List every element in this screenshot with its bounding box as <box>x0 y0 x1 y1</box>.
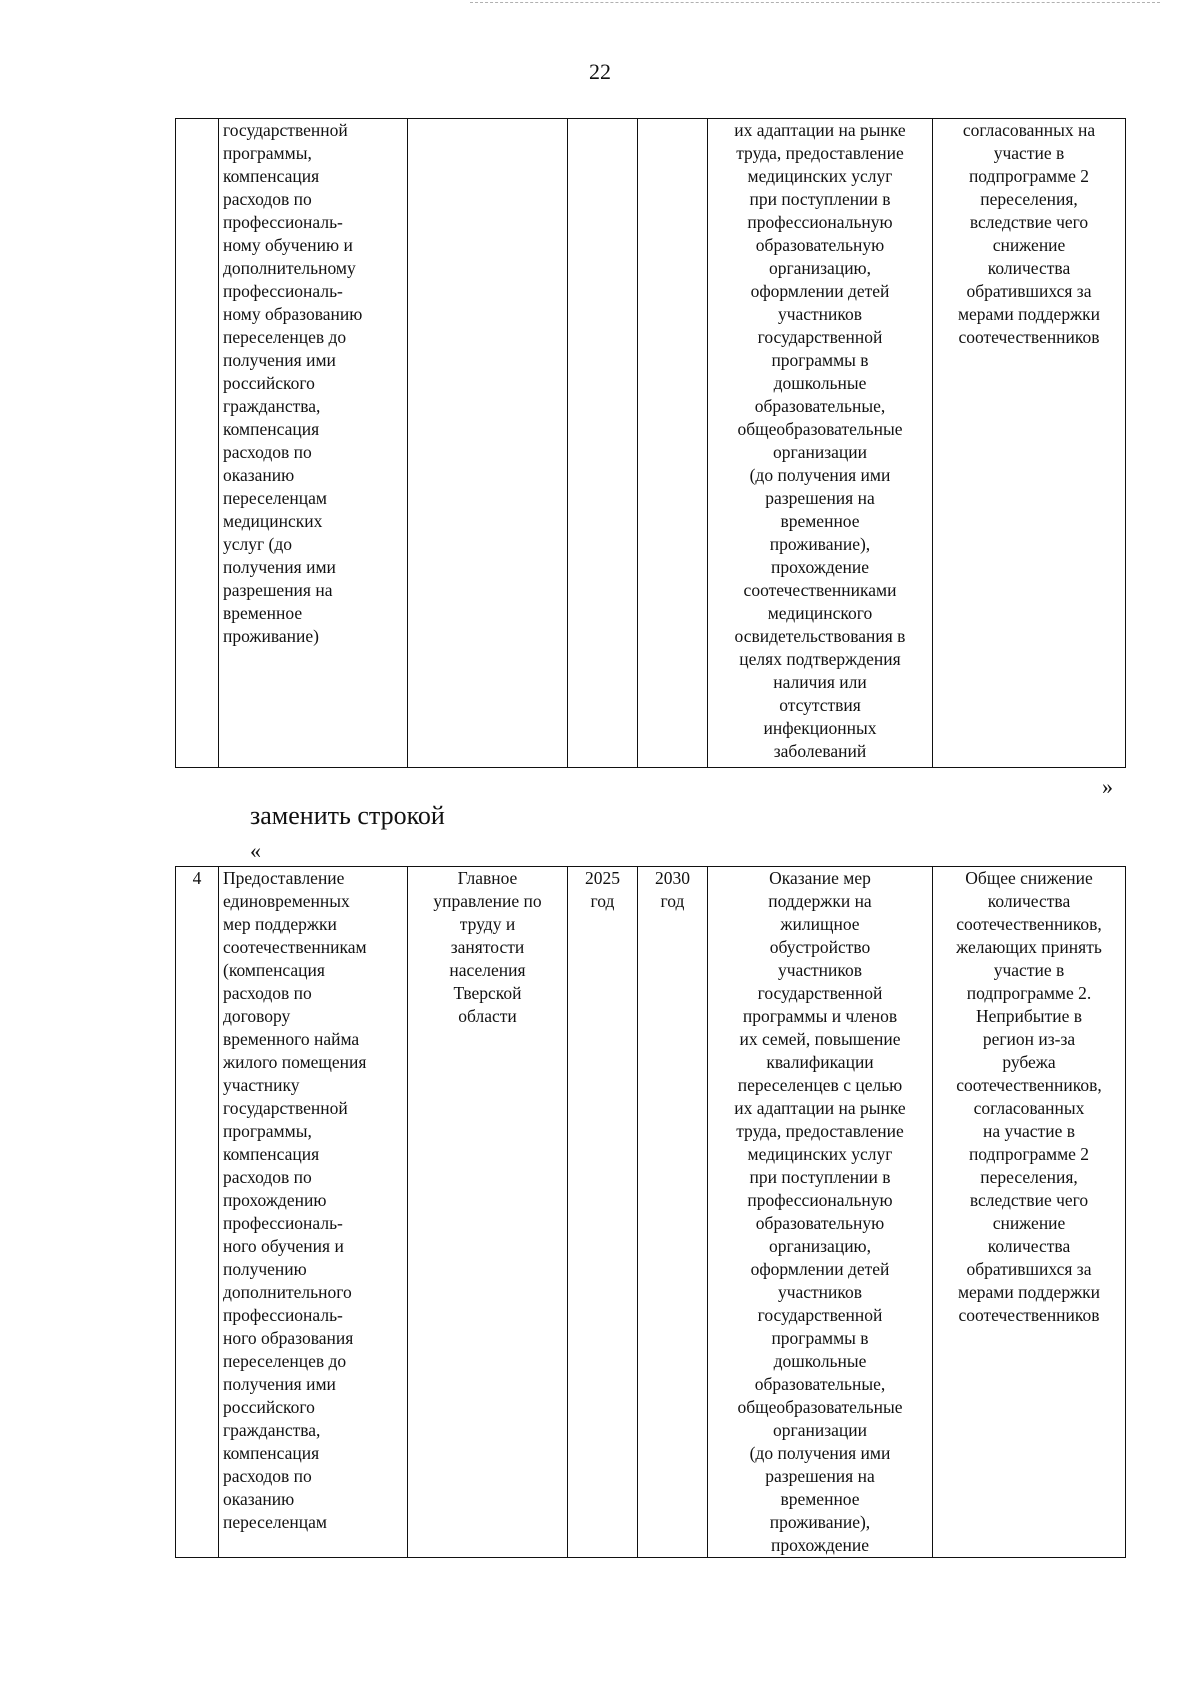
cell-line: дошкольные <box>773 373 867 393</box>
cell-line: соотечественников <box>958 1305 1100 1325</box>
cell-line: расходов по <box>223 983 312 1003</box>
cell-line: их семей, повышение <box>739 1029 901 1049</box>
replacement-table-row <box>175 866 1126 1558</box>
cell-activity-name <box>219 867 408 1558</box>
cell-line: Тверской <box>453 983 522 1003</box>
cell-line: (компенсация <box>223 960 325 980</box>
closing-quote-mark: » <box>1102 774 1113 799</box>
cell-line: государственной <box>757 327 883 347</box>
cell-line: переселения, <box>980 189 1078 209</box>
table-row <box>176 119 1126 768</box>
cell-line: гражданства, <box>223 1420 321 1440</box>
cell-line: прохождению <box>223 1190 327 1210</box>
cell-line: общеобразовательные <box>737 1397 903 1417</box>
cell-line: области <box>458 1006 517 1026</box>
cell-line: соотечественникам <box>223 937 367 957</box>
cell-line: переселенцев с целью <box>737 1075 903 1095</box>
cell-line: компенсация <box>223 166 320 186</box>
cell-line: Предоставление <box>223 868 345 888</box>
cell-line: услуг (до <box>223 534 293 554</box>
cell-line: расходов по <box>223 1167 312 1187</box>
cell-line: получения ими <box>223 1374 336 1394</box>
cell-line: год <box>590 891 615 911</box>
scan-top-rule <box>470 2 1160 3</box>
cell-line: участников <box>777 304 863 324</box>
cell-line: снижение <box>992 1213 1066 1233</box>
cell-line: переселенцев до <box>223 327 347 347</box>
cell-line: образовательную <box>755 235 885 255</box>
cell-line: компенсация <box>223 419 320 439</box>
cell-line: оказанию <box>223 465 295 485</box>
cell-line: переселенцам <box>223 488 327 508</box>
cell-line: 2030 <box>655 868 690 888</box>
cell-line: количества <box>987 1236 1071 1256</box>
cell-number <box>176 867 219 1558</box>
cell-line: наличия или <box>773 672 867 692</box>
table-row <box>176 867 1126 1558</box>
cell-line: снижение <box>992 235 1066 255</box>
cell-line: дополнительного <box>223 1282 352 1302</box>
cell-executor <box>408 119 568 768</box>
cell-line: обустройство <box>769 937 871 957</box>
cell-line: их адаптации на рынке <box>734 1098 906 1118</box>
cell-line: программы в <box>771 350 869 370</box>
cell-line: переселенцев до <box>223 1351 347 1371</box>
cell-line: целях подтверждения <box>739 649 901 669</box>
page-number: 22 <box>589 59 611 84</box>
cell-line: отсутствия <box>779 695 861 715</box>
cell-end-year <box>638 119 708 768</box>
cell-line: получению <box>223 1259 307 1279</box>
cell-line: поддержки на <box>768 891 872 911</box>
cell-line: программы в <box>771 1328 869 1348</box>
cell-line: населения <box>449 960 526 980</box>
cell-line: занятости <box>450 937 525 957</box>
cell-risks <box>933 119 1126 768</box>
cell-line: на участие в <box>982 1121 1075 1141</box>
cell-line: российского <box>223 1397 315 1417</box>
cell-line: их адаптации на рынке <box>734 120 906 140</box>
cell-line: медицинских услуг <box>747 166 893 186</box>
cell-line: проживание), <box>769 534 871 554</box>
cell-end-year <box>638 867 708 1558</box>
cell-line: временного найма <box>223 1029 360 1049</box>
cell-line: прохождение <box>770 557 870 577</box>
cell-line: единовременных <box>223 891 350 911</box>
cell-line: жилищное <box>780 914 860 934</box>
cell-line: квалификации <box>766 1052 874 1072</box>
continued-table-row <box>175 118 1126 768</box>
cell-line: разрешения на <box>765 488 875 508</box>
cell-line: инфекционных <box>763 718 877 738</box>
cell-line: организацию, <box>768 258 872 278</box>
cell-line: оформлении детей <box>750 281 890 301</box>
cell-line: участнику <box>223 1075 300 1095</box>
replace-with-row-heading: заменить строкой <box>250 801 445 830</box>
cell-line: медицинских услуг <box>747 1144 893 1164</box>
cell-line: переселения, <box>980 1167 1078 1187</box>
cell-line: подпрограмме 2 <box>968 1144 1090 1164</box>
cell-line: согласованных <box>973 1098 1085 1118</box>
cell-line: программы, <box>223 143 312 163</box>
cell-line: государственной <box>757 983 883 1003</box>
cell-line: государственной <box>223 120 348 140</box>
cell-start-year <box>568 119 638 768</box>
cell-line: (до получения ими <box>749 1443 891 1463</box>
cell-line: переселенцам <box>223 1512 327 1532</box>
cell-line: образовательные, <box>754 1374 886 1394</box>
cell-line: получения ими <box>223 350 336 370</box>
cell-line: Оказание мер <box>769 868 871 888</box>
cell-line: количества <box>987 258 1071 278</box>
cell-line: профессиональ- <box>223 1213 343 1233</box>
cell-line: регион из-за <box>982 1029 1076 1049</box>
cell-risks <box>933 867 1126 1558</box>
cell-line: ному образованию <box>223 304 363 324</box>
cell-line: оказанию <box>223 1489 295 1509</box>
cell-line: получения ими <box>223 557 336 577</box>
cell-line: обратившихся за <box>966 1259 1092 1279</box>
cell-line: соотечественников, <box>956 1075 1102 1095</box>
cell-line: ного образования <box>223 1328 354 1348</box>
cell-line: дополнительному <box>223 258 356 278</box>
cell-line: участие в <box>993 143 1065 163</box>
cell-line: общеобразовательные <box>737 419 903 439</box>
cell-line: медицинского <box>767 603 873 623</box>
cell-line: разрешения на <box>223 580 333 600</box>
cell-line: расходов по <box>223 442 312 462</box>
cell-line: труду и <box>459 914 516 934</box>
cell-line: проживание) <box>223 626 320 646</box>
cell-line: профессиональ- <box>223 1305 343 1325</box>
cell-line: мерами поддержки <box>957 1282 1101 1302</box>
cell-line: при поступлении в <box>749 1167 891 1187</box>
cell-line: управление по <box>433 891 542 911</box>
cell-activity-name <box>219 119 408 768</box>
cell-line: труда, предоставление <box>736 143 904 163</box>
cell-line: расходов по <box>223 189 312 209</box>
cell-line: ного обучения и <box>223 1236 344 1256</box>
cell-line: образовательную <box>755 1213 885 1233</box>
cell-number <box>176 119 219 768</box>
cell-start-year <box>568 867 638 1558</box>
cell-line: профессиональную <box>747 212 893 232</box>
cell-line: освидетельствования в <box>734 626 906 646</box>
cell-line: временное <box>780 511 860 531</box>
cell-line: Общее снижение <box>965 868 1093 888</box>
cell-line: гражданства, <box>223 396 321 416</box>
cell-line: соотечественниками <box>743 580 897 600</box>
cell-line: ному обучению и <box>223 235 353 255</box>
cell-line: Главное <box>457 868 518 888</box>
cell-line: временное <box>780 1489 860 1509</box>
cell-line: заболеваний <box>773 741 867 761</box>
cell-line: согласованных на <box>962 120 1096 140</box>
cell-line: организации <box>773 1420 867 1440</box>
cell-line: разрешения на <box>765 1466 875 1486</box>
cell-line: мерами поддержки <box>957 304 1101 324</box>
cell-line: (до получения ими <box>749 465 891 485</box>
cell-line: желающих принять <box>956 937 1102 957</box>
cell-line: соотечественников <box>958 327 1100 347</box>
cell-line: 4 <box>192 868 202 888</box>
cell-line: количества <box>987 891 1071 911</box>
cell-line: профессиональ- <box>223 281 343 301</box>
cell-line: участников <box>777 1282 863 1302</box>
cell-line: организации <box>773 442 867 462</box>
cell-line: государственной <box>223 1098 348 1118</box>
cell-line: участников <box>777 960 863 980</box>
cell-line: вследствие чего <box>969 212 1089 232</box>
cell-line: 2025 <box>585 868 620 888</box>
cell-line: компенсация <box>223 1144 320 1164</box>
cell-line: профессиональ- <box>223 212 343 232</box>
cell-line: рубежа <box>1002 1052 1056 1072</box>
cell-line: подпрограмме 2 <box>968 166 1090 186</box>
cell-line: вследствие чего <box>969 1190 1089 1210</box>
cell-line: проживание), <box>769 1512 871 1532</box>
cell-line: труда, предоставление <box>736 1121 904 1141</box>
cell-line: соотечественников, <box>956 914 1102 934</box>
cell-line: Неприбытие в <box>976 1006 1082 1026</box>
cell-expected-result <box>708 867 933 1558</box>
cell-line: расходов по <box>223 1466 312 1486</box>
cell-line: обратившихся за <box>966 281 1092 301</box>
cell-line: профессиональную <box>747 1190 893 1210</box>
cell-line: подпрограмме 2. <box>966 983 1092 1003</box>
cell-line: прохождение <box>770 1535 870 1555</box>
cell-executor <box>408 867 568 1558</box>
cell-line: год <box>660 891 685 911</box>
cell-line: медицинских <box>223 511 323 531</box>
cell-line: жилого помещения <box>223 1052 367 1072</box>
cell-line: временное <box>223 603 303 623</box>
cell-line: дошкольные <box>773 1351 867 1371</box>
cell-line: программы и членов <box>742 1006 898 1026</box>
cell-line: образовательные, <box>754 396 886 416</box>
cell-line: компенсация <box>223 1443 320 1463</box>
cell-line: договору <box>223 1006 291 1026</box>
cell-line: российского <box>223 373 315 393</box>
opening-quote-mark: « <box>250 838 261 863</box>
cell-line: программы, <box>223 1121 312 1141</box>
cell-expected-result <box>708 119 933 768</box>
cell-line: при поступлении в <box>749 189 891 209</box>
cell-line: государственной <box>757 1305 883 1325</box>
cell-line: оформлении детей <box>750 1259 890 1279</box>
cell-line: организацию, <box>768 1236 872 1256</box>
cell-line: мер поддержки <box>223 914 337 934</box>
cell-line: участие в <box>993 960 1065 980</box>
